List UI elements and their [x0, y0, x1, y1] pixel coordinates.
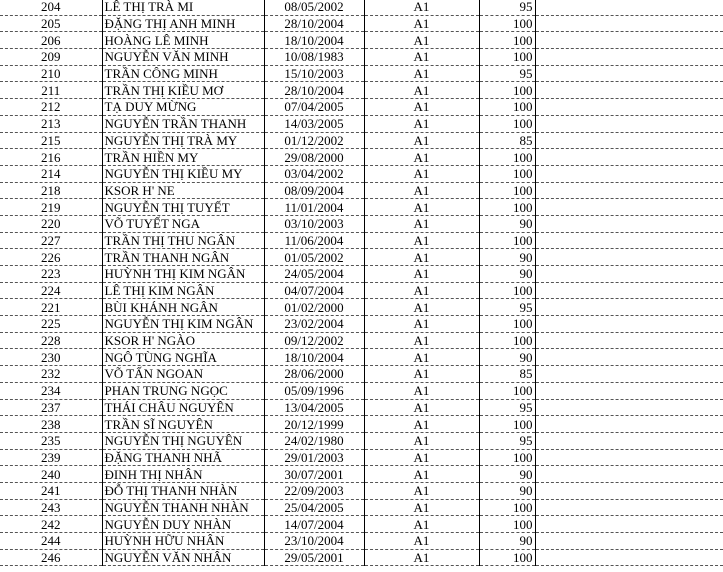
- empty-cell: [535, 416, 723, 433]
- empty-cell: [535, 215, 723, 232]
- date-of-birth-cell: 11/06/2004: [264, 232, 364, 249]
- full-name-cell: TRẦN HIỀN MY: [102, 149, 264, 166]
- table-row: [0, 215, 723, 232]
- score-cell: 100: [479, 165, 535, 182]
- level-cell: A1: [364, 482, 479, 499]
- row-number-cell: 241: [0, 482, 102, 499]
- empty-cell: [535, 165, 723, 182]
- date-of-birth-cell: 29/05/2001: [264, 549, 364, 566]
- empty-cell: [535, 266, 723, 283]
- score-cell: 90: [479, 266, 535, 283]
- empty-cell: [535, 282, 723, 299]
- score-cell: 100: [479, 516, 535, 533]
- date-of-birth-cell: 01/02/2000: [264, 299, 364, 316]
- level-cell: A1: [364, 0, 479, 15]
- score-cell: 85: [479, 366, 535, 383]
- date-of-birth-cell: 28/06/2000: [264, 366, 364, 383]
- level-cell: A1: [364, 316, 479, 333]
- date-of-birth-cell: 11/01/2004: [264, 199, 364, 216]
- date-of-birth-cell: 05/09/1996: [264, 382, 364, 399]
- empty-cell: [535, 549, 723, 566]
- date-of-birth-cell: 30/07/2001: [264, 466, 364, 483]
- date-of-birth-cell: 01/12/2002: [264, 132, 364, 149]
- empty-cell: [535, 449, 723, 466]
- level-cell: A1: [364, 99, 479, 116]
- table-row: [0, 149, 723, 166]
- full-name-cell: KSOR H' NE: [102, 182, 264, 199]
- row-number-cell: 232: [0, 366, 102, 383]
- date-of-birth-cell: 03/10/2003: [264, 215, 364, 232]
- table-row: [0, 49, 723, 66]
- row-number-cell: 216: [0, 149, 102, 166]
- table-row: [0, 0, 723, 15]
- level-cell: A1: [364, 449, 479, 466]
- row-number-cell: 240: [0, 466, 102, 483]
- row-number-cell: 225: [0, 316, 102, 333]
- level-cell: A1: [364, 349, 479, 366]
- table-row: [0, 199, 723, 216]
- score-cell: 100: [479, 182, 535, 199]
- full-name-cell: NGÔ TÙNG NGHĨA: [102, 349, 264, 366]
- full-name-cell: TRẦN THANH NGÂN: [102, 249, 264, 266]
- score-cell: 90: [479, 215, 535, 232]
- empty-cell: [535, 132, 723, 149]
- date-of-birth-cell: 14/07/2004: [264, 516, 364, 533]
- empty-cell: [535, 533, 723, 550]
- date-of-birth-cell: 24/02/1980: [264, 432, 364, 449]
- empty-cell: [535, 0, 723, 15]
- date-of-birth-cell: 22/09/2003: [264, 482, 364, 499]
- level-cell: A1: [364, 15, 479, 32]
- empty-cell: [535, 182, 723, 199]
- score-cell: 100: [479, 149, 535, 166]
- full-name-cell: NGUYỄN THỊ TUYẾT: [102, 199, 264, 216]
- table-row: [0, 232, 723, 249]
- row-number-cell: 220: [0, 215, 102, 232]
- full-name-cell: PHAN TRUNG NGỌC: [102, 382, 264, 399]
- row-number-cell: 230: [0, 349, 102, 366]
- score-cell: 95: [479, 299, 535, 316]
- full-name-cell: TẠ DUY MỪNG: [102, 99, 264, 116]
- table-row: [0, 282, 723, 299]
- row-number-cell: 218: [0, 182, 102, 199]
- full-name-cell: NGUYỄN THỊ TRÀ MY: [102, 132, 264, 149]
- table-row: [0, 15, 723, 32]
- score-cell: 100: [479, 49, 535, 66]
- level-cell: A1: [364, 466, 479, 483]
- score-cell: 100: [479, 282, 535, 299]
- table-row: [0, 399, 723, 416]
- table-row: [0, 115, 723, 132]
- level-cell: A1: [364, 399, 479, 416]
- table-row: [0, 499, 723, 516]
- level-cell: A1: [364, 499, 479, 516]
- level-cell: A1: [364, 215, 479, 232]
- row-number-cell: 223: [0, 266, 102, 283]
- level-cell: A1: [364, 516, 479, 533]
- row-number-cell: 243: [0, 499, 102, 516]
- level-cell: A1: [364, 332, 479, 349]
- row-number-cell: 214: [0, 165, 102, 182]
- table-row: [0, 466, 723, 483]
- empty-cell: [535, 499, 723, 516]
- full-name-cell: NGUYỄN VĂN NHÂN: [102, 549, 264, 566]
- full-name-cell: ĐẶNG THANH NHÃ: [102, 449, 264, 466]
- empty-cell: [535, 15, 723, 32]
- empty-cell: [535, 149, 723, 166]
- row-number-cell: 235: [0, 432, 102, 449]
- score-cell: 100: [479, 316, 535, 333]
- empty-cell: [535, 199, 723, 216]
- level-cell: A1: [364, 382, 479, 399]
- score-cell: 100: [479, 549, 535, 566]
- level-cell: A1: [364, 115, 479, 132]
- date-of-birth-cell: 08/09/2004: [264, 182, 364, 199]
- score-cell: 90: [479, 249, 535, 266]
- level-cell: A1: [364, 249, 479, 266]
- row-number-cell: 206: [0, 32, 102, 49]
- date-of-birth-cell: 14/03/2005: [264, 115, 364, 132]
- level-cell: A1: [364, 49, 479, 66]
- empty-cell: [535, 65, 723, 82]
- full-name-cell: NGUYỄN THỊ KIỀU MY: [102, 165, 264, 182]
- score-cell: 100: [479, 416, 535, 433]
- full-name-cell: NGUYỄN TRẦN THANH: [102, 115, 264, 132]
- row-number-cell: 221: [0, 299, 102, 316]
- row-number-cell: 219: [0, 199, 102, 216]
- score-cell: 100: [479, 332, 535, 349]
- empty-cell: [535, 49, 723, 66]
- table-row: [0, 332, 723, 349]
- row-number-cell: 228: [0, 332, 102, 349]
- empty-cell: [535, 299, 723, 316]
- level-cell: A1: [364, 199, 479, 216]
- table-row: [0, 449, 723, 466]
- date-of-birth-cell: 07/04/2005: [264, 99, 364, 116]
- score-cell: 100: [479, 382, 535, 399]
- date-of-birth-cell: 18/10/2004: [264, 32, 364, 49]
- row-number-cell: 246: [0, 549, 102, 566]
- full-name-cell: NGUYỄN THỊ KIM NGÂN: [102, 316, 264, 333]
- table-row: [0, 549, 723, 566]
- table-row: [0, 516, 723, 533]
- table-row: [0, 482, 723, 499]
- full-name-cell: NGUYỄN THỊ NGUYÊN: [102, 432, 264, 449]
- table-row: [0, 432, 723, 449]
- date-of-birth-cell: 13/04/2005: [264, 399, 364, 416]
- table-row: [0, 316, 723, 333]
- date-of-birth-cell: 09/12/2002: [264, 332, 364, 349]
- row-number-cell: 212: [0, 99, 102, 116]
- table-row: [0, 82, 723, 99]
- score-cell: 100: [479, 32, 535, 49]
- empty-cell: [535, 432, 723, 449]
- score-cell: 100: [479, 449, 535, 466]
- score-cell: 100: [479, 15, 535, 32]
- empty-cell: [535, 99, 723, 116]
- row-number-cell: 238: [0, 416, 102, 433]
- level-cell: A1: [364, 32, 479, 49]
- full-name-cell: ĐINH THỊ NHÂN: [102, 466, 264, 483]
- level-cell: A1: [364, 182, 479, 199]
- table-row: [0, 182, 723, 199]
- empty-cell: [535, 316, 723, 333]
- full-name-cell: HOÀNG LÊ MINH: [102, 32, 264, 49]
- score-cell: 100: [479, 82, 535, 99]
- score-cell: 100: [479, 199, 535, 216]
- date-of-birth-cell: 28/10/2004: [264, 82, 364, 99]
- row-number-cell: 210: [0, 65, 102, 82]
- table-row: [0, 299, 723, 316]
- full-name-cell: TRẦN THỊ THU NGÂN: [102, 232, 264, 249]
- level-cell: A1: [364, 266, 479, 283]
- date-of-birth-cell: 10/08/1983: [264, 49, 364, 66]
- date-of-birth-cell: 03/04/2002: [264, 165, 364, 182]
- score-cell: 95: [479, 65, 535, 82]
- table-row: [0, 366, 723, 383]
- full-name-cell: HUỲNH THỊ KIM NGÂN: [102, 266, 264, 283]
- full-name-cell: NGUYỄN VĂN MINH: [102, 49, 264, 66]
- full-name-cell: TRẦN THỊ KIỀU MƠ: [102, 82, 264, 99]
- score-cell: 95: [479, 399, 535, 416]
- level-cell: A1: [364, 65, 479, 82]
- table-row: [0, 249, 723, 266]
- empty-cell: [535, 466, 723, 483]
- level-cell: A1: [364, 366, 479, 383]
- row-number-cell: 224: [0, 282, 102, 299]
- row-number-cell: 237: [0, 399, 102, 416]
- level-cell: A1: [364, 149, 479, 166]
- date-of-birth-cell: 23/02/2004: [264, 316, 364, 333]
- full-name-cell: VÕ TUYẾT NGA: [102, 215, 264, 232]
- date-of-birth-cell: 15/10/2003: [264, 65, 364, 82]
- table-row: [0, 349, 723, 366]
- date-of-birth-cell: 24/05/2004: [264, 266, 364, 283]
- empty-cell: [535, 332, 723, 349]
- level-cell: A1: [364, 232, 479, 249]
- score-cell: 90: [479, 466, 535, 483]
- date-of-birth-cell: 08/05/2002: [264, 0, 364, 15]
- empty-cell: [535, 482, 723, 499]
- empty-cell: [535, 349, 723, 366]
- date-of-birth-cell: 01/05/2002: [264, 249, 364, 266]
- level-cell: A1: [364, 549, 479, 566]
- full-name-cell: TRẦN CÔNG MINH: [102, 65, 264, 82]
- empty-cell: [535, 82, 723, 99]
- row-number-cell: 205: [0, 15, 102, 32]
- row-number-cell: 242: [0, 516, 102, 533]
- full-name-cell: LÊ THỊ TRÀ MI: [102, 0, 264, 15]
- full-name-cell: THÁI CHÂU NGUYÊN: [102, 399, 264, 416]
- level-cell: A1: [364, 165, 479, 182]
- score-cell: 90: [479, 482, 535, 499]
- table-row: [0, 132, 723, 149]
- full-name-cell: NGUYỄN THANH NHÀN: [102, 499, 264, 516]
- empty-cell: [535, 249, 723, 266]
- full-name-cell: ĐỖ THỊ THANH NHÀN: [102, 482, 264, 499]
- row-number-cell: 204: [0, 0, 102, 15]
- empty-cell: [535, 399, 723, 416]
- score-cell: 100: [479, 115, 535, 132]
- date-of-birth-cell: 29/08/2000: [264, 149, 364, 166]
- empty-cell: [535, 232, 723, 249]
- full-name-cell: TRẦN SĨ NGUYÊN: [102, 416, 264, 433]
- table-row: [0, 165, 723, 182]
- level-cell: A1: [364, 82, 479, 99]
- empty-cell: [535, 32, 723, 49]
- row-number-cell: 244: [0, 533, 102, 550]
- table-row: [0, 533, 723, 550]
- table-row: [0, 266, 723, 283]
- full-name-cell: HUỲNH HỮU NHÂN: [102, 533, 264, 550]
- row-number-cell: 239: [0, 449, 102, 466]
- row-number-cell: 234: [0, 382, 102, 399]
- score-cell: 100: [479, 499, 535, 516]
- score-cell: 85: [479, 132, 535, 149]
- score-cell: 90: [479, 533, 535, 550]
- row-number-cell: 227: [0, 232, 102, 249]
- date-of-birth-cell: 25/04/2005: [264, 499, 364, 516]
- score-cell: 90: [479, 349, 535, 366]
- full-name-cell: LÊ THỊ KIM NGÂN: [102, 282, 264, 299]
- level-cell: A1: [364, 432, 479, 449]
- date-of-birth-cell: 20/12/1999: [264, 416, 364, 433]
- level-cell: A1: [364, 132, 479, 149]
- row-number-cell: 211: [0, 82, 102, 99]
- date-of-birth-cell: 23/10/2004: [264, 533, 364, 550]
- date-of-birth-cell: 04/07/2004: [264, 282, 364, 299]
- table-row: [0, 32, 723, 49]
- full-name-cell: BÙI KHÁNH NGÂN: [102, 299, 264, 316]
- table-row: [0, 99, 723, 116]
- level-cell: A1: [364, 299, 479, 316]
- empty-cell: [535, 366, 723, 383]
- score-cell: 100: [479, 232, 535, 249]
- empty-cell: [535, 516, 723, 533]
- score-cell: 95: [479, 432, 535, 449]
- table-row: [0, 65, 723, 82]
- table-row: [0, 416, 723, 433]
- date-of-birth-cell: 29/01/2003: [264, 449, 364, 466]
- full-name-cell: ĐẶNG THỊ ANH MINH: [102, 15, 264, 32]
- date-of-birth-cell: 28/10/2004: [264, 15, 364, 32]
- score-cell: 95: [479, 0, 535, 15]
- level-cell: A1: [364, 282, 479, 299]
- empty-cell: [535, 382, 723, 399]
- full-name-cell: KSOR H' NGÀO: [102, 332, 264, 349]
- date-of-birth-cell: 18/10/2004: [264, 349, 364, 366]
- full-name-cell: VÕ TẤN NGOAN: [102, 366, 264, 383]
- full-name-cell: NGUYỄN DUY NHÀN: [102, 516, 264, 533]
- level-cell: A1: [364, 533, 479, 550]
- row-number-cell: 213: [0, 115, 102, 132]
- level-cell: A1: [364, 416, 479, 433]
- row-number-cell: 209: [0, 49, 102, 66]
- table-row: [0, 382, 723, 399]
- empty-cell: [535, 115, 723, 132]
- row-number-cell: 215: [0, 132, 102, 149]
- score-cell: 100: [479, 99, 535, 116]
- row-number-cell: 226: [0, 249, 102, 266]
